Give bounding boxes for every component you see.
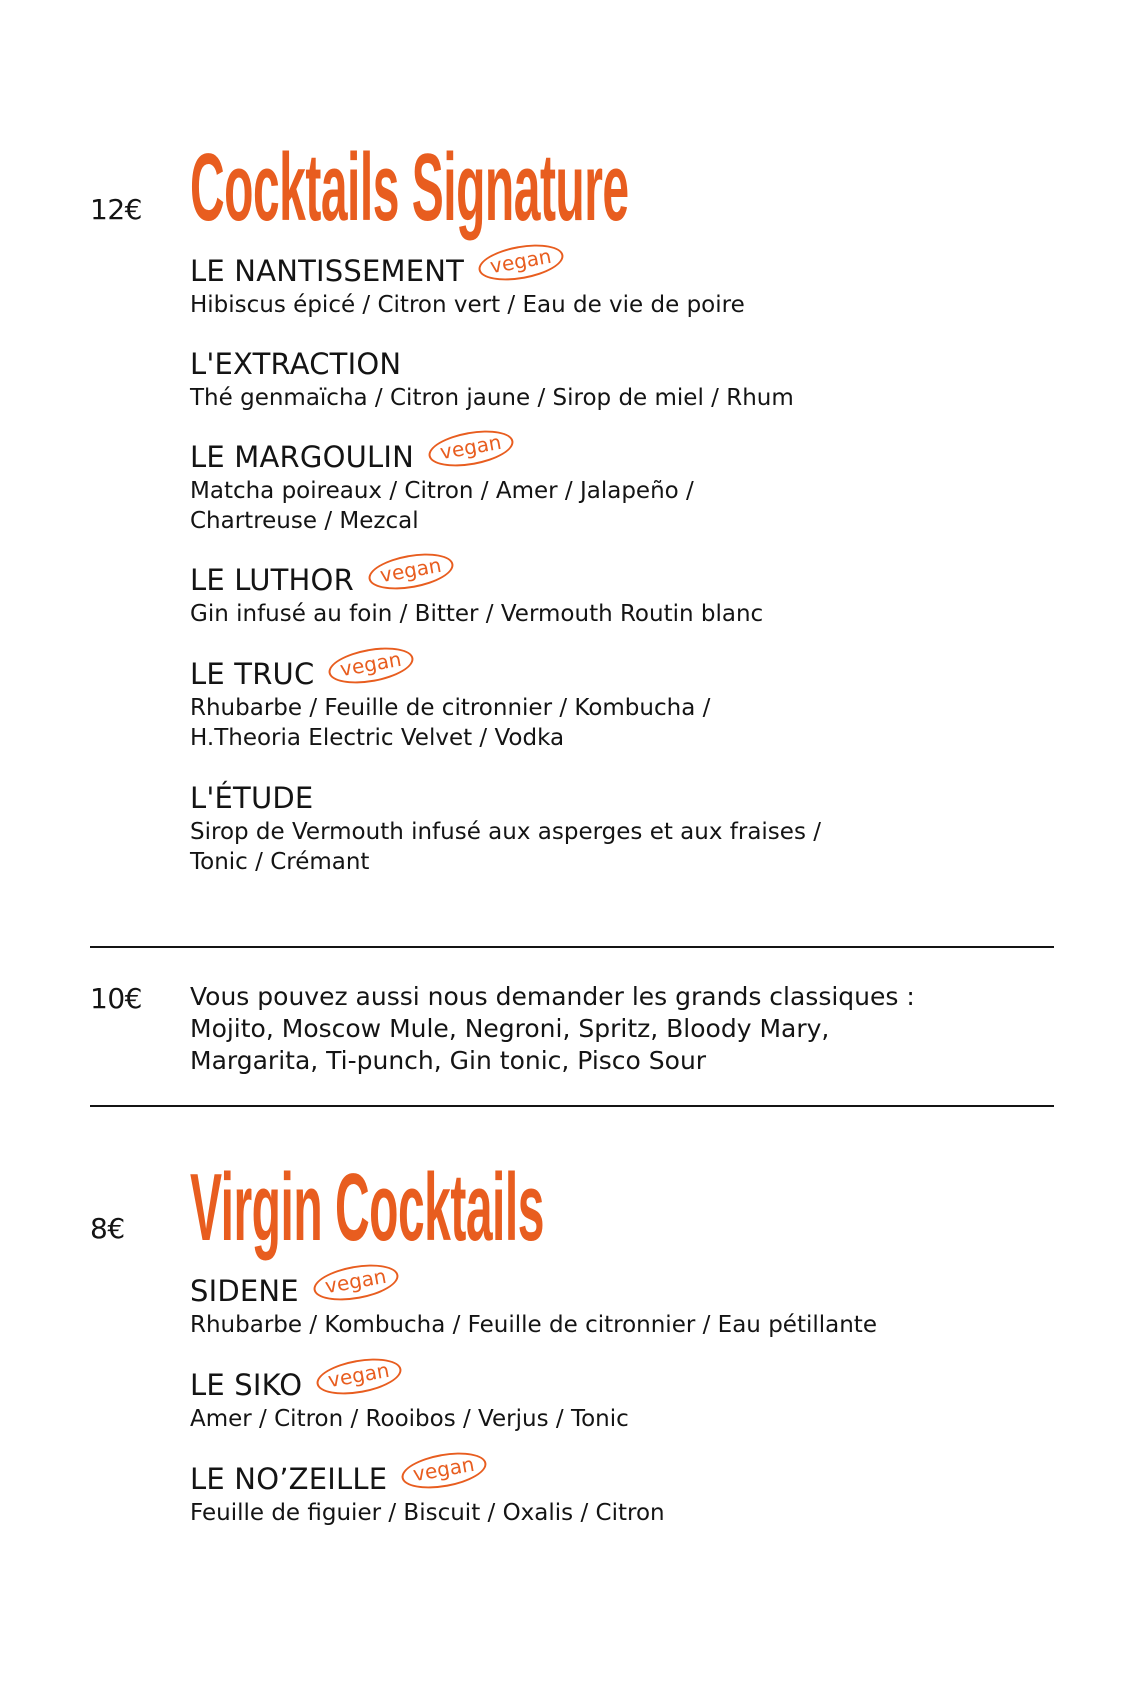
item-description: Chartreuse / Mezcal <box>190 508 419 534</box>
vegan-badge: vegan <box>326 641 416 688</box>
virgin-item-sidene <box>190 1263 877 1340</box>
item-description: Gin infusé au foin / Bitter / Vermouth Routin blanc <box>190 601 764 627</box>
classics-price: 10€ <box>90 982 142 1015</box>
signature-item-luthor <box>190 552 764 629</box>
vegan-badge: vegan <box>426 424 516 471</box>
signature-item-extraction <box>190 345 794 413</box>
vegan-badge: vegan <box>476 238 566 285</box>
item-description: Hibiscus épicé / Citron vert / Eau de vie de poire <box>190 292 745 318</box>
item-name: LE NANTISSEMENT <box>190 254 465 288</box>
classics-line: Vous pouvez aussi nous demander les grands classiques : <box>190 982 915 1011</box>
vegan-badge: vegan <box>314 1352 404 1399</box>
vegan-badge: vegan <box>311 1258 401 1305</box>
item-name: LE SIKO <box>190 1368 303 1402</box>
virgin-item-siko <box>190 1357 629 1434</box>
signature-item-etude <box>190 779 821 877</box>
signature-item-margoulin <box>190 429 694 536</box>
item-description: Matcha poireaux / Citron / Amer / Jalapeño / <box>190 478 694 504</box>
item-description: Amer / Citron / Rooibos / Verjus / Tonic <box>190 1406 629 1432</box>
item-description: Rhubarbe / Kombucha / Feuille de citronnier / Eau pétillante <box>190 1312 877 1338</box>
divider <box>90 1105 1054 1107</box>
item-description: Tonic / Crémant <box>190 849 370 875</box>
item-description: Rhubarbe / Feuille de citronnier / Kombucha / <box>190 695 711 721</box>
item-name: LE MARGOULIN <box>190 440 415 474</box>
vegan-badge: vegan <box>366 547 456 594</box>
item-description: Thé genmaïcha / Citron jaune / Sirop de miel / Rhum <box>190 385 794 411</box>
item-name: LE TRUC <box>190 657 315 691</box>
signature-price: 12€ <box>90 193 142 226</box>
divider <box>90 946 1054 948</box>
vegan-badge: vegan <box>399 1446 489 1493</box>
virgin-title: Virgin Cocktails <box>190 1154 544 1261</box>
item-name: L'ÉTUDE <box>190 781 314 815</box>
item-description: Feuille de figuier / Biscuit / Oxalis / Citron <box>190 1500 665 1526</box>
signature-item-nantissement <box>190 243 745 320</box>
item-name: LE NO’ZEILLE <box>190 1462 388 1496</box>
item-description: Sirop de Vermouth infusé aux asperges et aux fraises / <box>190 819 821 845</box>
virgin-price: 8€ <box>90 1212 125 1245</box>
item-name: LE LUTHOR <box>190 563 354 597</box>
item-description: H.Theoria Electric Velvet / Vodka <box>190 725 565 751</box>
classics-line: Mojito, Moscow Mule, Negroni, Spritz, Bloody Mary, <box>190 1014 830 1043</box>
item-name: L'EXTRACTION <box>190 347 402 381</box>
item-name: SIDENE <box>190 1274 299 1308</box>
classics-text <box>190 981 915 1077</box>
classics-line: Margarita, Ti-punch, Gin tonic, Pisco Sour <box>190 1046 707 1075</box>
signature-title: Cocktails Signature <box>190 134 629 241</box>
signature-item-truc <box>190 646 711 753</box>
virgin-item-nozeille <box>190 1451 665 1528</box>
